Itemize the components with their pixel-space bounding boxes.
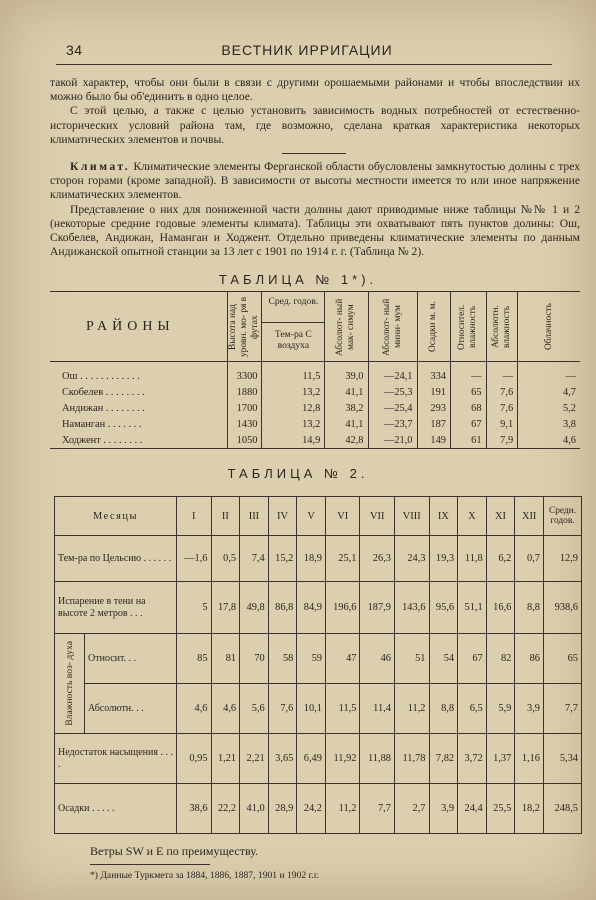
table1-cell-ah: —	[486, 362, 518, 385]
table2-cell: 6,2	[486, 536, 515, 582]
table1-cell-mx: 42,8	[325, 432, 368, 449]
table1-row	[50, 432, 580, 449]
table1-cell-name: Ош . . . . . . . . . . . .	[62, 370, 140, 382]
table1-cell-h: 3300	[228, 362, 262, 385]
table2-cell: 196,6	[325, 582, 360, 634]
month-header: VII	[360, 497, 395, 536]
table2-cell: 0,5	[211, 536, 240, 582]
table2-cell: 38,6	[177, 784, 212, 834]
table2-cell: 0,95	[177, 734, 212, 784]
table1-cell-t: 13,2	[262, 416, 325, 432]
humidity-group-label: Влажность воз- духа	[55, 634, 85, 734]
page-header	[58, 40, 556, 62]
table2-row-label: Недостаток насыщения . . . .	[55, 734, 177, 784]
table2-cell: 11,5	[325, 684, 360, 734]
table2-cell: 6,5	[458, 684, 487, 734]
table1-cell-mn: —21,0	[368, 432, 417, 449]
table2-cell: 28,9	[268, 784, 297, 834]
months-header: Месяцы	[55, 497, 177, 536]
footnote-rule	[90, 864, 210, 865]
table1-cell-mx: 41,1	[325, 416, 368, 432]
table2-cell: 187,9	[360, 582, 395, 634]
annual-header: Средн. годов.	[544, 497, 582, 536]
table1-row	[50, 384, 580, 400]
table2-cell: 11,2	[394, 684, 429, 734]
table1-cell-p: 293	[417, 400, 451, 416]
table2-cell: 49,8	[240, 582, 269, 634]
table2-cell: 17,8	[211, 582, 240, 634]
table1-cell-c: 3,8	[518, 416, 580, 432]
paragraph-3: Климат. Климатические элементы Ферганской области обусловлены замкнутостью долины с трех сторон горами (кроме западной). В зависимости от высоты местности имеется то или иное напряжение климатических элементов.	[50, 160, 580, 202]
col-height: Высота над уровн. мо- ря в футах	[228, 292, 262, 362]
table1-cell-mx: 39,0	[325, 362, 368, 385]
climate-text	[50, 160, 580, 259]
table1-cell-ah: 9,1	[486, 416, 518, 432]
table2-cell: 143,6	[394, 582, 429, 634]
table2-cell: 16,6	[486, 582, 515, 634]
table2-cell: 18,9	[297, 536, 326, 582]
table2-cell: 4,6	[211, 684, 240, 734]
table2-cell: 2,21	[240, 734, 269, 784]
col-precip: Осадки м. м.	[417, 292, 451, 362]
table2-cell: 15,2	[268, 536, 297, 582]
paragraph-1: такой характер, чтобы они были в связи с другими орошаемыми районами и чтобы впоследствии их можно было бы об'единить в одно целое.	[50, 76, 580, 104]
table2-cell: 7,7	[360, 784, 395, 834]
table1-cell-h: 1700	[228, 400, 262, 416]
table2-cell: 58	[268, 634, 297, 684]
table2-row	[55, 734, 582, 784]
table1-cell-p: 149	[417, 432, 451, 449]
table2-cell: 84,9	[297, 582, 326, 634]
table1-cell-c: —	[518, 362, 580, 385]
table1-cell-p: 334	[417, 362, 451, 385]
table2-row	[55, 634, 582, 684]
page-number: 34	[66, 42, 83, 58]
footnote: *) Данные Туркмета за 1884, 1886, 1887, 1901 и 1902 г.г.	[90, 870, 320, 881]
table1-cell-p: 187	[417, 416, 451, 432]
table1-cell-mn: —23,7	[368, 416, 417, 432]
month-header: I	[177, 497, 212, 536]
table2-cell: 1,21	[211, 734, 240, 784]
table1-cell-ah: 7,6	[486, 400, 518, 416]
table1-cell-ah: 7,9	[486, 432, 518, 449]
section-divider	[282, 153, 346, 154]
table2-cell: 2,7	[394, 784, 429, 834]
table1-row	[50, 416, 580, 432]
table1-cell-name: Наманган . . . . . . .	[62, 418, 142, 430]
col-cloud: Облачность	[518, 292, 580, 362]
table1-row	[50, 362, 580, 385]
rayony-header: РАЙОНЫ	[86, 318, 175, 334]
table2-annual-cell: 65	[544, 634, 582, 684]
table2-cell: 67	[458, 634, 487, 684]
table2-row-label: Осадки . . . . .	[55, 784, 177, 834]
table2-annual-cell: 12,9	[544, 536, 582, 582]
table1-cell-mx: 41,1	[325, 384, 368, 400]
winds-note: Ветры SW и E по преимуществу.	[90, 844, 258, 858]
table2-cell: 25,1	[325, 536, 360, 582]
table2-cell: 24,2	[297, 784, 326, 834]
month-header: X	[458, 497, 487, 536]
table2-cell: 7,82	[429, 734, 458, 784]
table2-cell: 8,8	[429, 684, 458, 734]
table1-cell-rh: 61	[451, 432, 487, 449]
table2-cell: 86	[515, 634, 544, 684]
table2-cell: 51,1	[458, 582, 487, 634]
table1-cell-h: 1050	[228, 432, 262, 449]
col-temp: Сред. годов. Тем-ра С воздуха	[262, 292, 325, 362]
table2-cell: 95,6	[429, 582, 458, 634]
table1-row	[50, 400, 580, 416]
table1-cell-mx: 38,2	[325, 400, 368, 416]
table2-cell: 11,4	[360, 684, 395, 734]
table2-row	[55, 582, 582, 634]
table1-cell-mn: —25,3	[368, 384, 417, 400]
table2-row-label: Тем-ра по Цельсию . . . . . .	[55, 536, 177, 582]
month-header: IX	[429, 497, 458, 536]
table1-cell-name: Ходжент . . . . . . . .	[62, 434, 143, 446]
month-header: VI	[325, 497, 360, 536]
table2-cell: 22,2	[211, 784, 240, 834]
col-absmin: Абсолют- ный мини- мум	[368, 292, 417, 362]
table2-cell: 0,7	[515, 536, 544, 582]
table1-cell-rh: 65	[451, 384, 487, 400]
table2-annual-cell: 938,6	[544, 582, 582, 634]
table1-cell-name: Андижан . . . . . . . .	[62, 402, 145, 414]
table2-cell: 3,65	[268, 734, 297, 784]
table1-cell-rh: 68	[451, 400, 487, 416]
paragraph-4: Представление о них для пониженной части долины дают приводимые ниже таблицы №№ 1 и 2 (некоторые средние годовые элементы климата). Таблицы эти охватывают пять пунктов долины: Ош, Скобелев, Андижан, Наманган и Ходжент. Отдельно приведены климатические элементы по данным Андижанской опытной станции за 13 лет с 1901 по 1914 г. г. (Таблица № 2).	[50, 202, 580, 259]
table2-cell: 1,37	[486, 734, 515, 784]
table2-cell: 11,2	[325, 784, 360, 834]
table1-cell-name: Скобелев . . . . . . . .	[62, 386, 145, 398]
table2-cell: 41,0	[240, 784, 269, 834]
table1-cell-mn: —24,1	[368, 362, 417, 385]
table2-cell: 26,3	[360, 536, 395, 582]
table1-cell-t: 13,2	[262, 384, 325, 400]
table1-cell-c: 5,2	[518, 400, 580, 416]
table2-annual-cell: 5,34	[544, 734, 582, 784]
table2-row-label: Относит. . .	[85, 634, 177, 684]
table2-cell: 86,8	[268, 582, 297, 634]
month-header: XI	[486, 497, 515, 536]
table2-cell: 1,16	[515, 734, 544, 784]
month-header: V	[297, 497, 326, 536]
table-2	[54, 496, 582, 834]
table2-cell: 3,9	[429, 784, 458, 834]
table2-row	[55, 684, 582, 734]
table1-cell-c: 4,6	[518, 432, 580, 449]
table2-cell: 8,8	[515, 582, 544, 634]
table1-cell-h: 1880	[228, 384, 262, 400]
col-abshum: Абсолютн. влажность	[486, 292, 518, 362]
table1-cell-t: 14,9	[262, 432, 325, 449]
table2-cell: 6,49	[297, 734, 326, 784]
paragraph-2: С этой целью, а также с целью установить зависимость водных потребностей от естественно-исторических условий района там, где возможно, сделана краткая характеристика некоторых климатических элементов и почвы.	[50, 104, 580, 146]
month-header: II	[211, 497, 240, 536]
table1-header	[50, 292, 580, 362]
table2-cell: 5,6	[240, 684, 269, 734]
table2-title: ТАБЛИЦА № 2.	[227, 466, 369, 481]
table2-annual-cell: 7,7	[544, 684, 582, 734]
table2-row-label: Абсолютн. . .	[85, 684, 177, 734]
table2-cell: 7,4	[240, 536, 269, 582]
journal-title: ВЕСТНИК ИРРИГАЦИИ	[221, 42, 393, 58]
table2-cell: 10,1	[297, 684, 326, 734]
table2-cell: 19,3	[429, 536, 458, 582]
table2-row-label: Испарение в тени на высоте 2 метров . . .	[55, 582, 177, 634]
table2-header	[55, 497, 582, 536]
month-header: IV	[268, 497, 297, 536]
col-relhum: Относител. влажность	[451, 292, 487, 362]
table2-cell: 5	[177, 582, 212, 634]
month-header: III	[240, 497, 269, 536]
intro-text	[50, 76, 580, 147]
table2-cell: 82	[486, 634, 515, 684]
table1-cell-p: 191	[417, 384, 451, 400]
month-header: VIII	[394, 497, 429, 536]
table2-cell: 85	[177, 634, 212, 684]
table2-cell: 25,5	[486, 784, 515, 834]
table2-cell: 24,4	[458, 784, 487, 834]
col-absmax: Абсолют- ный мак- симум	[325, 292, 368, 362]
table2-cell: 11,78	[394, 734, 429, 784]
table1-cell-rh: —	[451, 362, 487, 385]
table1-cell-t: 12,8	[262, 400, 325, 416]
table2-cell: —1,6	[177, 536, 212, 582]
table2-cell: 24,3	[394, 536, 429, 582]
table2-cell: 11,92	[325, 734, 360, 784]
table2-cell: 47	[325, 634, 360, 684]
month-header: XII	[515, 497, 544, 536]
header-rule	[56, 64, 552, 65]
table2-cell: 54	[429, 634, 458, 684]
table2-cell: 51	[394, 634, 429, 684]
table2-cell: 81	[211, 634, 240, 684]
table2-row	[55, 784, 582, 834]
table2-cell: 3,9	[515, 684, 544, 734]
table2-cell: 4,6	[177, 684, 212, 734]
table1-cell-t: 11,5	[262, 362, 325, 385]
table2-cell: 46	[360, 634, 395, 684]
table2-row	[55, 536, 582, 582]
table2-cell: 59	[297, 634, 326, 684]
table1-cell-c: 4,7	[518, 384, 580, 400]
table2-cell: 7,6	[268, 684, 297, 734]
table2-cell: 11,8	[458, 536, 487, 582]
table-1	[50, 291, 580, 449]
table2-cell: 3,72	[458, 734, 487, 784]
table2-cell: 5,9	[486, 684, 515, 734]
table2-cell: 18,2	[515, 784, 544, 834]
table2-cell: 11,88	[360, 734, 395, 784]
table1-cell-h: 1430	[228, 416, 262, 432]
table1-cell-rh: 67	[451, 416, 487, 432]
table1-cell-mn: —25,4	[368, 400, 417, 416]
table2-annual-cell: 248,5	[544, 784, 582, 834]
table1-title: ТАБЛИЦА № 1*).	[218, 272, 378, 287]
table1-cell-ah: 7,6	[486, 384, 518, 400]
climate-heading: Климат.	[70, 160, 131, 173]
table2-cell: 70	[240, 634, 269, 684]
